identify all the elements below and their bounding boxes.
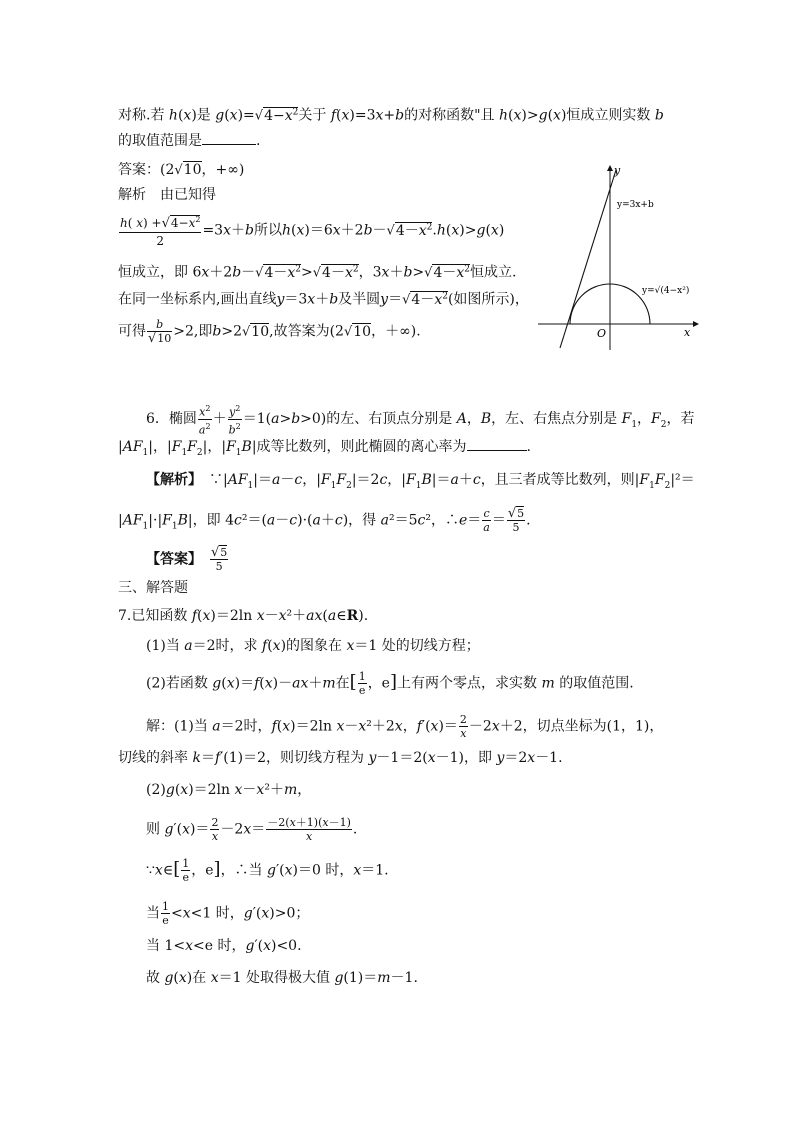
curve-label: y=√(4−x²) — [642, 286, 690, 296]
section-title: 三、解答题 — [118, 580, 188, 596]
q6-line-4: $|AF_1|\cdot|F_1B|$，即 4c²＝(a－c)·(a＋c)，得 a²＝5c²，∴e＝ $\frac{c}{a}$ ＝ $\frac{√5}{5}$ . — [118, 506, 531, 534]
y-axis-label: y — [614, 164, 621, 177]
q6-line-1: 6．椭圆 $\frac{x^2}{a^2}$ ＋ $\frac{y^2}{b^2}$ ＝1(a>b>0)的左、右顶点分别是 A，B，左、右焦点分别是 $F_1$，$F_2$，若 — [146, 404, 695, 437]
q6-answer: 【答案】 $\frac{√5}{5}$ — [146, 545, 228, 573]
q7-solution-7: 当 1<x<e 时，g′(x)<0. — [146, 938, 302, 954]
q7-solution-6: 当 $\frac{1}{e}$ <x<1 时，g′(x)>0； — [146, 900, 310, 927]
q6-line-2: $|AF_1|$，$|F_1F_2|$，$|F_1B|$成等比数列，则此椭圆的离心率为 . — [118, 439, 531, 458]
q5-line-5: $\frac{h( x) +√4-x^2}{2}$ =3x＋b所以$h(x)=6x+2b-√4-x^2.h(x)>g(x)$ — [118, 212, 504, 249]
q5-line-8: 可得 $\frac{b}{√10}$ >2,即b>2√10,故答案为(2√10，＋∞). — [118, 318, 421, 346]
q5-line-1: 对称.若 h(x)是 $g(x)=√4-x^2$关于 f(x)=3x+b的对称函数"且 h(x)>g(x)恒成立则实数 b — [118, 107, 664, 124]
q7-solution-3: (2)g(x)＝2ln x－x²＋m， — [146, 782, 312, 798]
line-label: y=3x+b — [617, 200, 654, 210]
q7-solution-5: ∵x∈[ $\frac{1}{e}$ ，e]，∴当 g′(x)＝0 时，x＝1. — [146, 857, 389, 884]
line-y-3x-b — [560, 170, 616, 348]
q5-line-6: 恒成立，即 $6x+2b-√4-x^2>√4-x^2$，$3x+b>√4-x^2$恒成立. — [118, 264, 517, 281]
answer-blank — [202, 132, 256, 145]
q7-solution-1: 解：(1)当 a＝2时，f(x)＝2ln x－x²＋2x，f′(x)＝ $\frac{2}{x}$ －2x＋2，切点坐标为(1，1)， — [146, 713, 664, 740]
q6-line-3: 【解析】 $\because|AF_1|=a-c$，$|F_1F_2|=2c$，$|F_1B|=a+c$，且三者成等比数列，则$|F_1F_2|^2=$ — [146, 472, 695, 491]
q7-solution-4: 则 g′(x)＝ $\frac{2}{x}$ －2x＝ $\frac{-2(x+1)(x-1)}{x}$ . — [146, 816, 358, 843]
q5-line-2: 的取值范围是 . — [118, 133, 261, 149]
answer-blank-q6 — [467, 438, 527, 451]
q7-line-3: (2)若函数 g(x)＝f(x)－ax＋m在[ $\frac{1}{e}$ ，e]上有两个零点，求实数 m 的取值范围. — [146, 670, 634, 697]
q5-line-7: 在同一坐标系内,画出直线y＝3x＋b及半圆$y=√4-x^2$(如图所示)， — [118, 291, 529, 308]
q7-line-1: 7.已知函数 f(x)＝2ln x－x²＋ax(a∈R). — [118, 608, 369, 624]
q5-answer: 答案：(2√10，+∞) — [118, 162, 245, 178]
q7-solution-8: 故 g(x)在 x＝1 处取得极大值 g(1)＝m－1. — [146, 970, 418, 986]
function-graph — [530, 160, 710, 355]
origin-label: O — [597, 327, 607, 340]
q7-line-2: (1)当 a＝2时，求 f(x)的图象在 x＝1 处的切线方程； — [146, 638, 480, 654]
q7-solution-2: 切线的斜率 k＝f′(1)＝2，则切线方程为 y－1＝2(x－1)，即 y＝2x－1. — [118, 750, 563, 766]
q5-analysis-head: 解析 由已知得 — [118, 187, 216, 203]
x-axis-label: x — [684, 326, 691, 339]
